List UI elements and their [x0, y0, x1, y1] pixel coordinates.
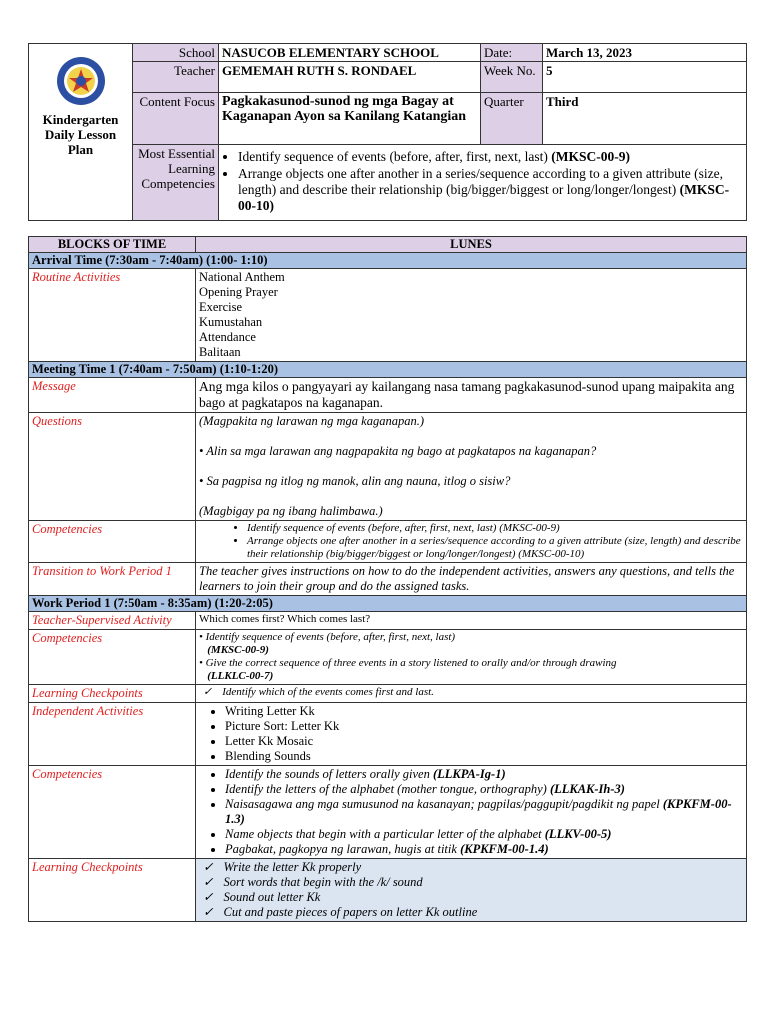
- question-item: • Sa pagpisa ng itlog ng manok, alin ang nauna, itlog o sisiw?: [199, 474, 511, 488]
- independent-item: • Picture Sort: Letter Kk: [225, 719, 743, 734]
- section-row: [29, 253, 747, 269]
- quarter-label: Quarter: [481, 93, 543, 145]
- independent-item: • Writing Letter Kk: [225, 704, 743, 719]
- melc-list: [222, 149, 743, 214]
- checkpoints-cell: [196, 859, 747, 922]
- competency-item: • Identify the letters of the alphabet (mother tongue, orthography) (LLKAK-Ih-3): [225, 782, 743, 797]
- competency-item: • Identify sequence of events (before, after, first, next, last) (MKSC-00-9): [247, 522, 743, 535]
- independent-label: Independent Activities: [29, 703, 196, 766]
- work-period-title: Work Period 1 (7:50am - 8:35am) (1:20-2:05): [29, 596, 747, 612]
- competency-item: • Give the correct sequence of three events in a story listened to orally and/or through drawing (LLKLC-00-7): [199, 657, 617, 682]
- questions-label: Questions: [29, 413, 196, 521]
- routine-item: Opening Prayer: [199, 285, 278, 299]
- section-row: [29, 362, 747, 378]
- checkpoints-label: Learning Checkpoints: [29, 859, 196, 922]
- teacher-value: GEMEMAH RUTH S. RONDAEL: [219, 62, 481, 93]
- content-focus-label: Content Focus: [133, 93, 219, 145]
- competencies-label: Competencies: [29, 630, 196, 685]
- content-focus-value: Pagkakasunod-sunod ng mga Bagay at Kaganapan Ayon sa Kanilang Katangian: [219, 93, 481, 145]
- deped-seal-icon: [56, 56, 106, 106]
- logo-cell: [29, 44, 133, 221]
- teacher-label: Teacher: [133, 62, 219, 93]
- transition-text: The teacher gives instructions on how to do the independent activities, answers any questions, and tells the learners to join their group and do the assigned tasks.: [196, 563, 747, 596]
- melc-item: • Identify sequence of events (before, after, first, next, last) (MKSC-00-9): [238, 149, 743, 165]
- melc-label: Most Essential Learning Competencies: [133, 145, 219, 221]
- competencies-cell: [196, 521, 747, 563]
- competencies-label: Competencies: [29, 766, 196, 859]
- independent-item: • Letter Kk Mosaic: [225, 734, 743, 749]
- routine-item: National Anthem: [199, 270, 285, 284]
- checkpoints-cell: [196, 685, 747, 703]
- message-text: Ang mga kilos o pangyayari ay kailangang nasa tamang pagkakasunod-sunod upang maipakita ang bago at pagkatapos na kaganapan.: [196, 378, 747, 413]
- checkpoint-item: ✓ Cut and paste pieces of papers on letter Kk outline: [203, 905, 743, 920]
- transition-label: Transition to Work Period 1: [29, 563, 196, 596]
- independent-cell: [196, 703, 747, 766]
- meeting-time-title: Meeting Time 1 (7:40am - 7:50am) (1:10-1:20): [29, 362, 747, 378]
- melc-item: • Arrange objects one after another in a series/sequence according to a given attribute (size, length) and describe their relationship (big/bigger/biggest or long/longer/longest) (MKSC-00-10): [238, 166, 743, 214]
- school-label: School: [133, 44, 219, 62]
- teacher-supervised-text: Which comes first? Which comes last?: [196, 612, 747, 630]
- routine-label: Routine Activities: [29, 269, 196, 362]
- checkpoint-item: ✓ Sort words that begin with the /k/ sound: [203, 875, 743, 890]
- checkpoints-label: Learning Checkpoints: [29, 685, 196, 703]
- plan-title: Kindergarten Daily Lesson Plan: [42, 112, 119, 157]
- routine-item: Attendance: [199, 330, 256, 344]
- independent-item: • Blending Sounds: [225, 749, 743, 764]
- checkpoint-item: ✓ Sound out letter Kk: [203, 890, 743, 905]
- column-header-row: [29, 237, 747, 253]
- questions-outro: (Magbigay pa ng ibang halimbawa.): [199, 504, 383, 518]
- section-row: [29, 596, 747, 612]
- checkpoint-item: ✓ Write the letter Kk properly: [203, 860, 743, 875]
- competency-item: • Identify the sounds of letters orally given (LLKPA-Ig-1): [225, 767, 743, 782]
- competencies-cell: [196, 766, 747, 859]
- routine-item: Kumustahan: [199, 315, 263, 329]
- arrival-time-title: Arrival Time (7:30am - 7:40am) (1:00- 1:10): [29, 253, 747, 269]
- week-value: 5: [543, 62, 747, 93]
- blocks-of-time-header: BLOCKS OF TIME: [29, 237, 196, 253]
- quarter-value: Third: [543, 93, 747, 145]
- competency-item: • Name objects that begin with a particular letter of the alphabet (LLKV-00-5): [225, 827, 743, 842]
- competency-item: • Arrange objects one after another in a series/sequence according to a given attribute (size, length) and describe their relationship (big/bigger/biggest or long/longer/longest) (MKSC-00-10): [247, 535, 743, 561]
- questions-cell: [196, 413, 747, 521]
- competencies-label: Competencies: [29, 521, 196, 563]
- routine-item: Balitaan: [199, 345, 241, 359]
- lunes-header: LUNES: [196, 237, 747, 253]
- week-label: Week No.: [481, 62, 543, 93]
- lesson-plan-header: [28, 43, 747, 221]
- routine-list: [196, 269, 747, 362]
- date-label: Date:: [481, 44, 543, 62]
- competency-item: • Naisasagawa ang mga sumusunod na kasanayan; pagpilas/paggupit/pagdikit ng papel (KPKFM-00-1.3): [225, 797, 743, 827]
- competency-item: • Identify sequence of events (before, after, first, next, last) (MKSC-00-9): [199, 631, 456, 656]
- routine-item: Exercise: [199, 300, 243, 314]
- competency-item: • Pagbakat, pagkopya ng larawan, hugis at titik (KPKFM-00-1.4): [225, 842, 743, 857]
- date-value: March 13, 2023: [543, 44, 747, 62]
- message-label: Message: [29, 378, 196, 413]
- teacher-supervised-label: Teacher-Supervised Activity: [29, 612, 196, 630]
- competencies-cell: [196, 630, 747, 685]
- lesson-plan-table: [28, 236, 747, 922]
- melc-cell: [219, 145, 747, 221]
- checkpoint-item: ✓ Identify which of the events comes first and last.: [203, 686, 743, 699]
- school-value: NASUCOB ELEMENTARY SCHOOL: [219, 44, 481, 62]
- question-item: • Alin sa mga larawan ang nagpapakita ng bago at pagkatapos na kaganapan?: [199, 444, 597, 458]
- questions-intro: (Magpakita ng larawan ng mga kaganapan.): [199, 414, 424, 428]
